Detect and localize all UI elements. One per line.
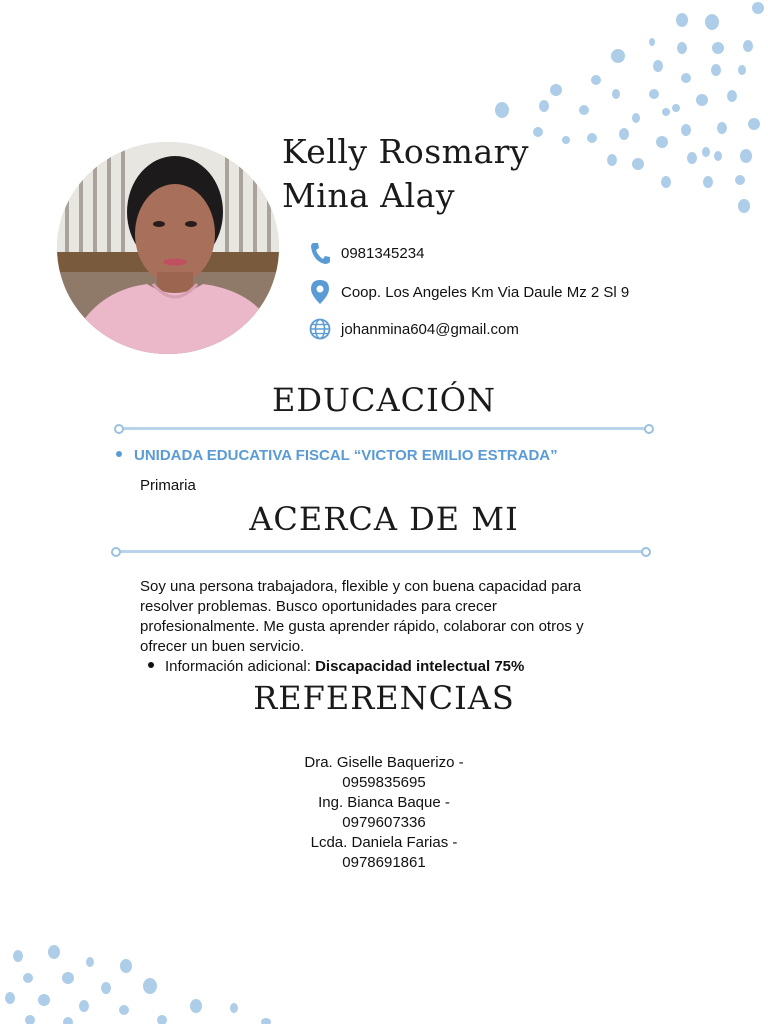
contact-email	[308, 316, 519, 342]
phone-icon	[308, 241, 332, 265]
about-line-2: resolver problemas. Busco oportunidades para crecer	[140, 598, 497, 615]
education-school	[116, 447, 558, 464]
additional-info-label: Información adicional:	[165, 658, 316, 675]
about-text	[140, 577, 680, 657]
portrait-image	[57, 142, 279, 354]
references-heading: REFERENCIAS	[253, 679, 515, 717]
references-list	[0, 753, 768, 873]
additional-info-value: Discapacidad intelectual 75%	[315, 658, 525, 675]
contact-address	[308, 279, 629, 305]
phone-number: 0981345234	[341, 244, 425, 262]
location-pin-icon	[308, 280, 332, 304]
about-line-3: profesionalmente. Me gusta aprender rápido, colaborar con otros y	[140, 618, 584, 635]
school-name: UNIDADA EDUCATIVA FISCAL “VICTOR EMILIO ESTRADA”	[134, 447, 558, 464]
name-line-2: Mina Alay	[282, 176, 455, 215]
reference-line: Ing. Bianca Baque -	[318, 794, 450, 811]
about-heading: ACERCA DE MI	[249, 500, 519, 538]
contact-phone	[308, 240, 424, 266]
about-divider	[111, 547, 651, 557]
education-heading: EDUCACIÓN	[272, 381, 496, 419]
candidate-name	[282, 130, 582, 218]
address-text: Coop. Los Angeles Km Via Daule Mz 2 Sl 9	[341, 283, 630, 301]
about-line-4: ofrecer un buen servicio.	[140, 638, 305, 655]
reference-line: 0979607336	[342, 814, 426, 831]
reference-line: 0959835695	[342, 774, 426, 791]
reference-line: Lcda. Daniela Farias -	[310, 834, 458, 851]
about-line-1: Soy una persona trabajadora, flexible y con buena capacidad para	[140, 578, 582, 595]
additional-info	[148, 657, 524, 677]
education-divider	[114, 424, 654, 434]
bullet-icon	[148, 662, 154, 668]
profile-photo	[57, 142, 279, 354]
reference-line: Dra. Giselle Baquerizo -	[304, 754, 464, 771]
bullet-icon	[116, 451, 122, 457]
education-level: Primaria	[140, 477, 196, 494]
email-address: johanmina604@gmail.com	[341, 320, 519, 338]
reference-line: 0978691861	[342, 854, 426, 871]
globe-icon	[308, 317, 332, 341]
name-line-1: Kelly Rosmary	[282, 132, 530, 171]
